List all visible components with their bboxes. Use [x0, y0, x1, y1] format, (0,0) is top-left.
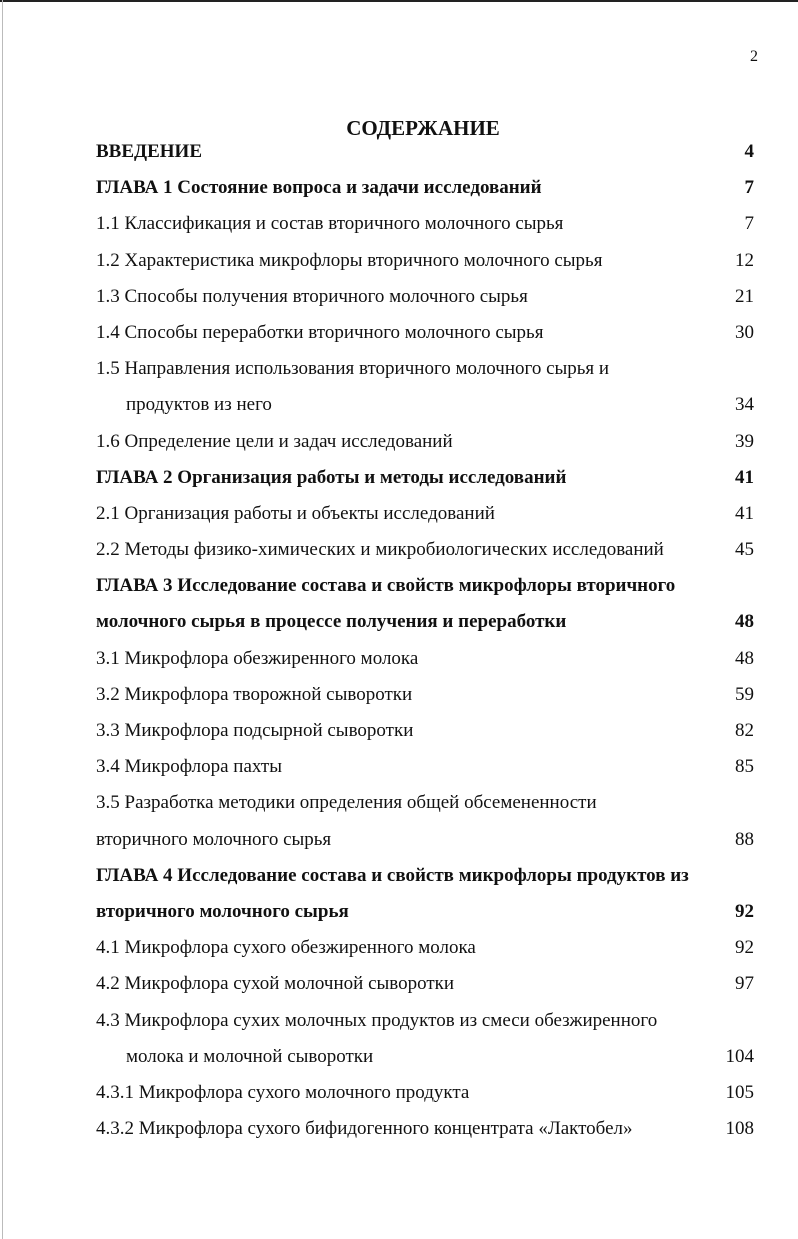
toc-entry-page: 104: [725, 1045, 754, 1067]
toc-entry-page: 34: [735, 394, 754, 416]
page-top-border: [0, 0, 798, 2]
toc-entry: [96, 822, 754, 858]
toc-entry-label: молока и молочной сыворотки: [126, 1045, 374, 1067]
toc-entry: [96, 713, 754, 749]
toc-entry-page: 97: [735, 973, 754, 995]
toc-entry-label: 4.3.1 Микрофлора сухого молочного продукта: [96, 1081, 470, 1103]
toc-entry-page: 39: [735, 430, 754, 452]
toc-entry-label: 3.2 Микрофлора творожной сыворотки: [96, 683, 413, 705]
toc-entry-label: 4.3.2 Микрофлора сухого бифидогенного концентрата «Лактобел»: [96, 1118, 633, 1140]
toc-entry-page: 7: [744, 213, 754, 235]
toc-entry: [96, 170, 754, 206]
toc-entry-page: 82: [735, 720, 754, 741]
toc-entry: [96, 206, 754, 242]
toc-entry: [96, 966, 754, 1002]
toc-entry-label: 4.1 Микрофлора сухого обезжиренного молока: [96, 937, 476, 959]
toc-entry-label: 1.4 Способы переработки вторичного молочного сырья: [96, 321, 544, 343]
toc-entry-page: 4: [744, 141, 754, 162]
toc-entry: [96, 460, 754, 496]
toc-entry-label: вторичного молочного сырья: [96, 828, 332, 850]
toc-entry-page: 105: [725, 1081, 754, 1103]
toc-entry-page: 48: [735, 611, 754, 633]
scan-edge-line: [2, 0, 3, 1239]
toc-entry-page: 85: [735, 756, 754, 778]
toc-entry-page: 21: [735, 285, 754, 307]
toc-entry: [96, 387, 754, 423]
page-title: СОДЕРЖАНИЕ: [346, 116, 500, 140]
toc-entry: [96, 568, 754, 604]
toc-entry-page: 12: [735, 249, 754, 271]
toc-entry-page: 92: [735, 937, 754, 959]
toc-entry-page: 7: [744, 177, 754, 199]
toc-entry: [96, 243, 754, 279]
toc-entry-label: ГЛАВА 3 Исследование состава и свойств микрофлоры вторичного: [96, 575, 676, 597]
toc-entry-page: 45: [735, 539, 754, 561]
toc-entry-page: 88: [735, 828, 754, 850]
toc-entry-label: 3.1 Микрофлора обезжиренного молока: [96, 647, 419, 669]
toc-entry-label: 3.4 Микрофлора пахты: [96, 756, 282, 778]
toc-entry-label: ГЛАВА 1 Состояние вопроса и задачи исследований: [96, 177, 542, 199]
toc-entry-label: ГЛАВА 2 Организация работы и методы исследований: [96, 466, 567, 488]
toc-entry-label: 1.5 Направления использования вторичного молочного сырья и: [96, 358, 610, 380]
toc-entry: [96, 1111, 754, 1147]
toc-entry-label: 3.5 Разработка методики определения общей обсемененности: [96, 792, 597, 814]
toc-entry-label: продуктов из него: [126, 394, 272, 416]
toc-entry-label: молочного сырья в процессе получения и переработки: [96, 611, 567, 633]
toc-entry: [96, 894, 754, 930]
toc-entry: [96, 930, 754, 966]
toc-entry: [96, 424, 754, 460]
toc-entry: [96, 749, 754, 785]
toc-entry-label: 4.3 Микрофлора сухих молочных продуктов из смеси обезжиренного: [96, 1009, 658, 1031]
toc-entry-label: 2.1 Организация работы и объекты исследований: [96, 502, 495, 524]
toc-entry: [96, 134, 754, 170]
toc-entry-page: 41: [735, 502, 754, 524]
toc-entry-page: 30: [735, 321, 754, 343]
toc-entry-label: 4.2 Микрофлора сухой молочной сыворотки: [96, 973, 455, 995]
toc-entry-label: вторичного молочного сырья: [96, 900, 349, 922]
toc-entry: [96, 279, 754, 315]
toc-entry: [96, 1075, 754, 1111]
toc-entry-label: 2.2 Методы физико-химических и микробиологических исследований: [96, 539, 664, 561]
toc-entry: [96, 351, 754, 387]
toc-entry: [96, 858, 754, 894]
toc-entry: [96, 785, 754, 821]
toc-entry-page: 48: [735, 647, 754, 669]
toc-entry-page: 108: [725, 1118, 754, 1140]
toc-entry: [96, 641, 754, 677]
toc-entry: [96, 604, 754, 640]
page-number: 2: [750, 48, 758, 65]
toc-entry-label: 1.1 Классификация и состав вторичного молочного сырья: [96, 213, 564, 235]
toc-entry: [96, 496, 754, 532]
toc-entry-label: 1.2 Характеристика микрофлоры вторичного молочного сырья: [96, 249, 603, 271]
toc-entry: [96, 677, 754, 713]
toc-entry-label: 3.3 Микрофлора подсырной сыворотки: [96, 720, 414, 741]
toc-entry-label: 1.6 Определение цели и задач исследований: [96, 430, 453, 452]
toc-entry-label: ВВЕДЕНИЕ: [96, 141, 202, 162]
toc-entry-label: ГЛАВА 4 Исследование состава и свойств микрофлоры продуктов из: [96, 864, 689, 886]
toc-entry: [96, 532, 754, 568]
toc-entry-page: 92: [735, 900, 754, 922]
toc-entry: [96, 1039, 754, 1075]
toc-entry-label: 1.3 Способы получения вторичного молочного сырья: [96, 285, 528, 307]
toc-entry-page: 59: [735, 683, 754, 705]
toc-entry: [96, 1003, 754, 1039]
toc-entry: [96, 315, 754, 351]
toc-entry-page: 41: [735, 466, 754, 488]
table-of-contents: [96, 134, 754, 1147]
